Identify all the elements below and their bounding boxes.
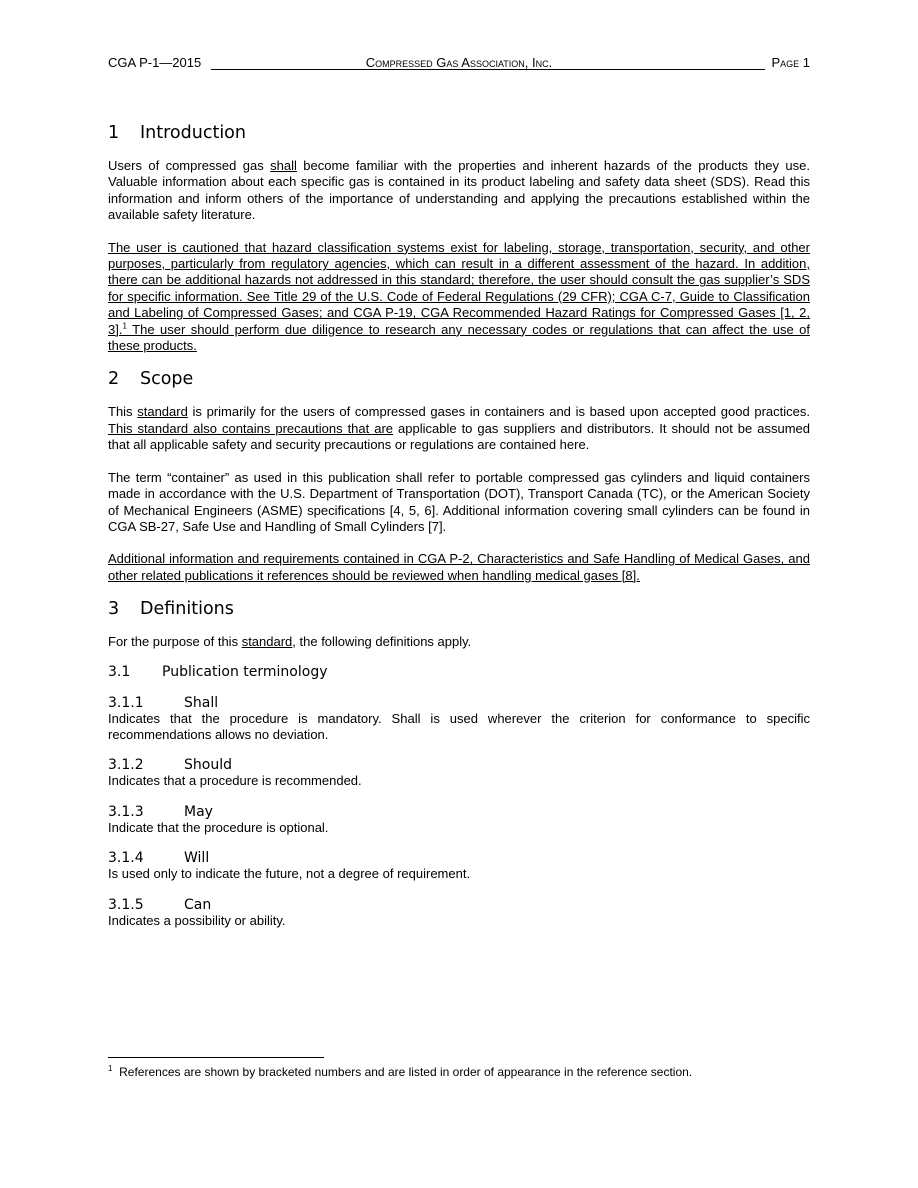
page-body (108, 120, 810, 929)
scope-paragraph-2: The term “container” as used in this publication shall refer to portable compressed gas cylinders and liquid containers made in accordance with the U.S. Department of Transportation (DOT), Transport Canada (TC), or the American Society of Mechanical Engineers (ASME) specifications [4, 5, 6]. Additional information covering small cylinders can be found in CGA SB-27, Safe Use and Handling of Small Cylinders [7]. (108, 469, 810, 534)
footnote-text: References are shown by bracketed numbers and are listed in order of appearance in the reference section. (119, 1065, 693, 1079)
header-rule (211, 69, 765, 70)
text-run: This (108, 404, 138, 420)
section-title: Definitions (140, 599, 234, 620)
term-number: 3.1.4 (108, 850, 144, 867)
intro-paragraph-1 (108, 158, 810, 224)
section-number: 2 (108, 369, 120, 390)
underlined-term: standard (241, 634, 293, 650)
text-run: Users of compressed gas (108, 158, 271, 173)
organization-name: Compressed Gas Association, Inc. (365, 55, 553, 70)
intro-paragraph-2 (108, 240, 810, 355)
footnote-number: 1 (108, 1064, 113, 1073)
text-run: applicable to gas suppliers and distributors. It should not be assumed that all applicable safety and security precautions or regulations are contained here. (108, 420, 810, 453)
term-definition: Indicates that the procedure is mandatory. Shall is used wherever the criterion for conformance to specific recommendations allows no deviation. (108, 710, 810, 742)
term-name: Will (184, 850, 210, 867)
document-id: CGA P-1—2015 (108, 55, 202, 70)
text-run: For the purpose of this (108, 634, 242, 650)
term-heading (108, 804, 810, 820)
section-title: Scope (140, 369, 194, 390)
term-heading (108, 850, 810, 866)
term-name: Can (184, 896, 212, 913)
scope-paragraph-3: Additional information and requirements contained in CGA P-2, Characteristics and Safe Handling of Medical Gases, and other related publications it references should be reviewed when handling medical gases [8]. (108, 551, 810, 583)
text-run: is primarily for the users of compressed gases in containers and is based upon accepted good practices. (187, 404, 810, 420)
section-number: 3 (108, 599, 120, 620)
underlined-term: standard (137, 404, 188, 420)
term-name: Shall (184, 694, 219, 711)
term-heading (108, 695, 810, 711)
term-definition: Is used only to indicate the future, not a degree of requirement. (108, 866, 471, 882)
section-title: Introduction (140, 123, 246, 143)
term-heading (108, 757, 810, 773)
text-run: become familiar with the properties and inherent hazards of the products they use. Valuable information about each specific gas is contained in its product labeling and safety data sheet (SDS). Read this information and inform others of the importance of understanding and applying the precautions established within the available safety literature. (108, 158, 810, 223)
subsection-number: 3.1 (108, 663, 131, 680)
section-1-heading (108, 120, 810, 146)
term-number: 3.1.5 (108, 896, 144, 913)
subsection-title: Publication terminology (162, 663, 328, 680)
term-name: May (184, 803, 213, 820)
footnote-ref: 1 (122, 321, 127, 331)
underlined-term: shall (270, 158, 297, 173)
text-run: , the following definitions apply. (292, 634, 472, 650)
text-run: The user should perform due diligence to research any necessary codes or regulations that can affect the use of these products. (108, 321, 810, 354)
term-number: 3.1.3 (108, 803, 144, 820)
term-definition: Indicates that a procedure is recommended. (108, 773, 362, 789)
term-definition: Indicate that the procedure is optional. (108, 819, 329, 835)
text-run: The user is cautioned that hazard classification systems exist for labeling, storage, transportation, security, and other purposes, particularly from regulatory agencies, which can result in a different assessment of the hazard. In addition, there can be additional hazards not addressed in this standard; therefore, the user should consult the gas supplier’s SDS for specific information. See Title 29 of the U.S. Code of Federal Regulations (29 CFR); CGA C-7, Guide to Classification and Labeling of Compressed Gases; and CGA P-19, CGA Recommended Hazard Ratings for Compressed Gases [1, 2, 3]. (108, 239, 810, 337)
page-header (108, 54, 810, 72)
page-number: Page 1 (771, 55, 810, 70)
section-number: 1 (108, 123, 120, 143)
underlined-phrase: This standard also contains precautions that are (108, 420, 394, 436)
scope-paragraph-1 (108, 404, 810, 453)
term-number: 3.1.1 (108, 694, 144, 711)
term-number: 3.1.2 (108, 757, 144, 774)
term-definition: Indicates a possibility or ability. (108, 912, 286, 928)
subsection-heading (108, 663, 810, 681)
definitions-intro (108, 634, 810, 650)
section-2-heading (108, 366, 810, 392)
term-heading (108, 897, 810, 913)
footnote-separator (108, 1057, 324, 1058)
term-name: Should (184, 757, 232, 774)
footnote (108, 1064, 692, 1080)
section-3-heading (108, 596, 810, 622)
